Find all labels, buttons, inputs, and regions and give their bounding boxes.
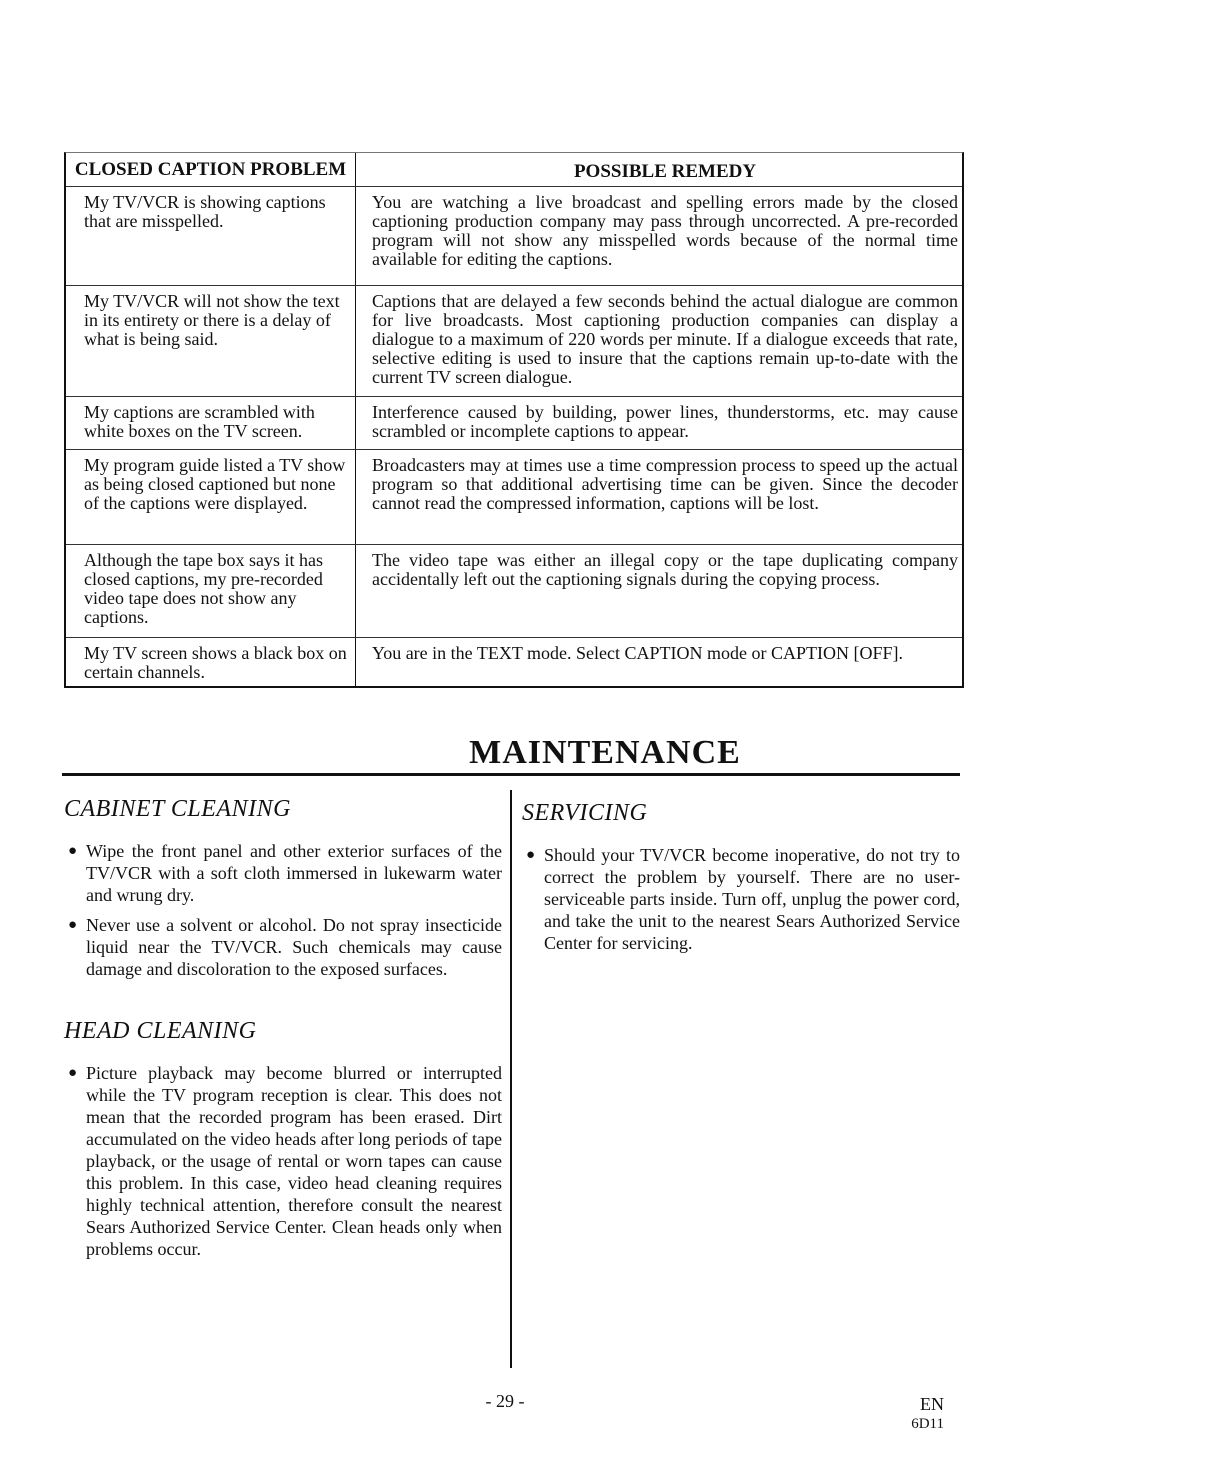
- closed-caption-table: [64, 152, 964, 688]
- remedy-cell: The video tape was either an illegal copy or the tape duplicating company accidentally left out the captioning signals during the copying process.: [372, 550, 958, 589]
- list-item-text: Picture playback may become blurred or interrupted while the TV program reception is clear. This does not mean that the recorded program has been erased. Dirt accumulated on the video heads after long periods of tape playback, or the usage of rental or worn tapes can cause this problem. In this case, video head cleaning requires highly technical attention, therefore consult the nearest Sears Authorized Service Center. Clean heads only when problems occur.: [86, 1063, 502, 1259]
- remedy-cell: Captions that are delayed a few seconds behind the actual dialogue are common for live broadcasts. Most captioning production companies can display a dialogue to a maximum of 220 words per minute. If a dialogue exceeds that rate, selective editing is used to insure that the captions remain up-to-date with the current TV screen dialogue.: [372, 291, 958, 387]
- list-item-text: Never use a solvent or alcohol. Do not spray insecticide liquid near the TV/VCR. Such chemicals may cause damage and discoloration to the exposed surfaces.: [86, 915, 502, 979]
- table-row: [66, 396, 962, 449]
- problem-cell: My TV/VCR will not show the text in its entirety or there is a delay of what is being said.: [66, 286, 356, 396]
- bullet-icon: ●: [526, 847, 536, 863]
- table-header-row: [66, 153, 962, 186]
- table-row: [66, 637, 962, 686]
- bullet-icon: ●: [68, 843, 78, 859]
- table-row: [66, 544, 962, 637]
- problem-cell: My captions are scrambled with white boxes on the TV screen.: [66, 397, 356, 449]
- table-row: [66, 285, 962, 396]
- remedy-cell: You are watching a live broadcast and spelling errors made by the closed captioning production company may pass through uncorrected. A pre-recorded program will not show any misspelled words because of the normal time available for editing the captions.: [372, 192, 958, 269]
- head-cleaning-heading: HEAD CLEANING: [64, 1018, 257, 1044]
- problem-cell: My TV/VCR is showing captions that are misspelled.: [66, 187, 356, 285]
- list-item: [522, 844, 960, 954]
- header-remedy: POSSIBLE REMEDY: [573, 161, 757, 182]
- problem-cell: My program guide listed a TV show as being closed captioned but none of the captions were displayed.: [66, 450, 356, 544]
- remedy-cell: You are in the TEXT mode. Select CAPTION mode or CAPTION [OFF].: [372, 643, 903, 663]
- header-problem: CLOSED CAPTION PROBLEM: [66, 153, 356, 186]
- servicing-list: [522, 844, 960, 962]
- page-number: - 29 -: [485, 1391, 525, 1411]
- cabinet-cleaning-heading: CABINET CLEANING: [64, 796, 291, 822]
- model-code: 6D11: [911, 1416, 944, 1432]
- cabinet-cleaning-list: [64, 840, 502, 988]
- list-item: [64, 1062, 502, 1260]
- remedy-cell: Broadcasters may at times use a time compression process to speed up the actual program so that additional advertising time can be given. Since the decoder cannot read the compressed information, captions will be lost.: [372, 455, 958, 513]
- list-item-text: Should your TV/VCR become inoperative, do not try to correct the problem by yourself. There are no user-serviceable parts inside. Turn off, unplug the power cord, and take the unit to the nearest Sears Authorized Service Center for servicing.: [544, 845, 960, 953]
- maintenance-title: MAINTENANCE: [469, 734, 741, 771]
- bullet-icon: ●: [68, 1065, 78, 1081]
- problem-cell: My TV screen shows a black box on certain channels.: [66, 638, 356, 686]
- list-item: [64, 914, 502, 980]
- list-item: [64, 840, 502, 906]
- list-item-text: Wipe the front panel and other exterior surfaces of the TV/VCR with a soft cloth immersed in lukewarm water and wrung dry.: [86, 841, 502, 905]
- title-divider: [62, 773, 960, 776]
- problem-cell: Although the tape box says it has closed captions, my pre-recorded video tape does not show any captions.: [66, 545, 356, 637]
- servicing-heading: SERVICING: [522, 800, 648, 826]
- column-divider: [510, 790, 512, 1368]
- head-cleaning-list: [64, 1062, 502, 1268]
- bullet-icon: ●: [68, 917, 78, 933]
- table-row: [66, 186, 962, 285]
- table-row: [66, 449, 962, 544]
- language-code: EN: [920, 1394, 944, 1414]
- remedy-cell: Interference caused by building, power lines, thunderstorms, etc. may cause scrambled or incomplete captions to appear.: [372, 402, 958, 441]
